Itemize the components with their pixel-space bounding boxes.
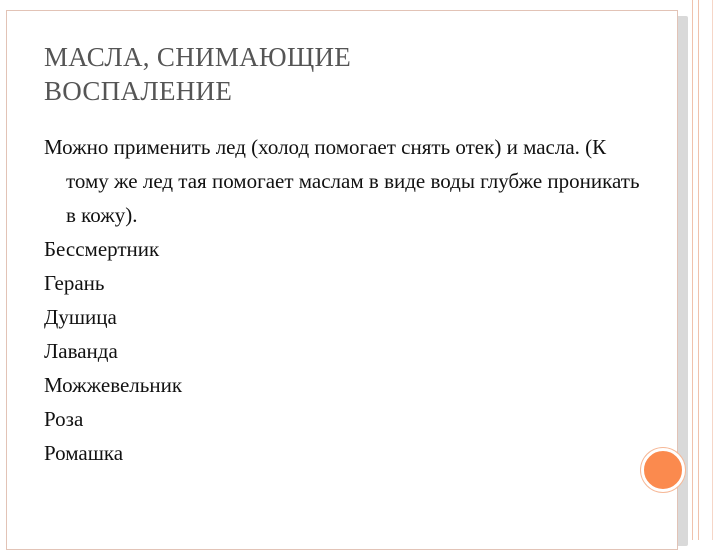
oil-list-item: Герань xyxy=(44,271,105,295)
slide-body xyxy=(44,130,644,470)
oil-list-item: Душица xyxy=(44,305,117,329)
decor-vertical-line xyxy=(712,0,713,540)
title-line-1: МАСЛА, СНИМАЮЩИЕ xyxy=(44,42,352,72)
oil-list-item: Лаванда xyxy=(44,339,118,363)
decor-vertical-line xyxy=(692,0,693,540)
intro-paragraph: Можно применить лед (холод помогает снять отек) и масла. (К тому же лед тая помогает маслам в виде воды глубже проникать в кожу). xyxy=(44,135,640,227)
oil-list xyxy=(44,232,644,470)
orange-circle-icon xyxy=(641,448,685,492)
slide-title xyxy=(44,40,644,108)
decor-vertical-line xyxy=(698,0,699,540)
oil-list-item: Бессмертник xyxy=(44,237,160,261)
oil-list-item: Можжевельник xyxy=(44,373,183,397)
title-line-2: ВОСПАЛЕНИЕ xyxy=(44,76,233,106)
oil-list-item: Ромашка xyxy=(44,441,124,465)
oil-list-item: Роза xyxy=(44,407,84,431)
